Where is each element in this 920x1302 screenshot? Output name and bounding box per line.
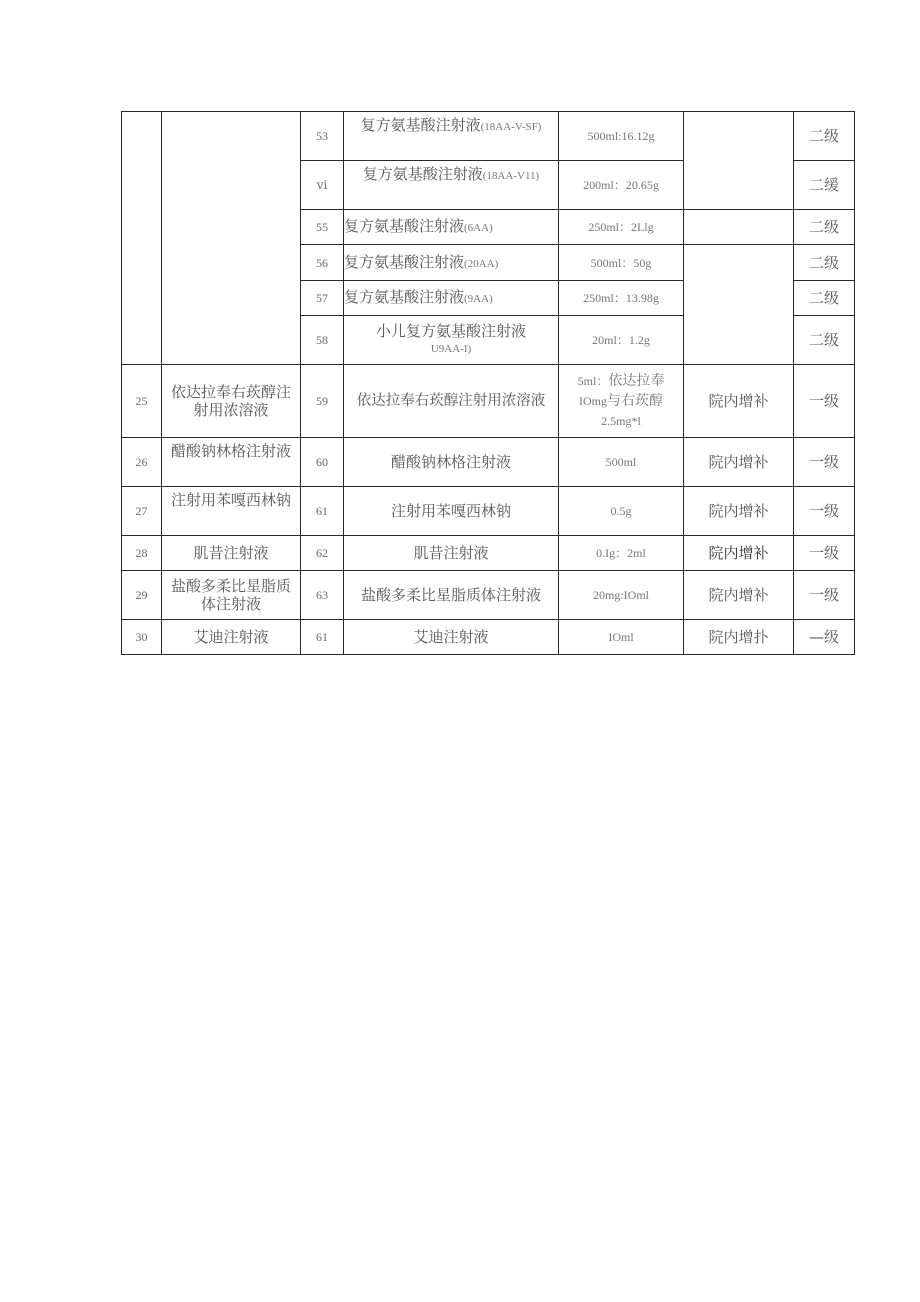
level-cell: —级 <box>794 620 855 655</box>
table-row <box>122 365 855 438</box>
spec-cell: 0.5g <box>559 487 684 536</box>
drug-name-cell: 艾迪注射液 <box>344 620 559 655</box>
drug-name-cell: 依达拉奉右莰醇注射用浓溶液 <box>344 365 559 438</box>
drug-name-cell: 注射用苯嘎西林钠 <box>344 487 559 536</box>
table-row <box>122 620 855 655</box>
category-cell: 院内增补 <box>684 365 794 438</box>
drug-no-cell: 61 <box>301 620 344 655</box>
table-row <box>122 536 855 571</box>
table-row <box>122 487 855 536</box>
drug-no-cell: 53 <box>301 112 344 161</box>
category-cell-empty <box>684 112 794 210</box>
table-row <box>122 571 855 620</box>
level-cell: 二级 <box>794 112 855 161</box>
category-cell: 院内增补 <box>684 438 794 487</box>
seq-cell: 27 <box>122 487 162 536</box>
drug-no-cell: 55 <box>301 210 344 245</box>
drug-name-cell: 复方氨基酸注射液(6AA) <box>344 210 559 245</box>
level-cell: 一级 <box>794 438 855 487</box>
seq-cell: 25 <box>122 365 162 438</box>
generic-name-cell: 盐酸多柔比星脂质体注射液 <box>162 571 301 620</box>
level-cell: 二级 <box>794 245 855 281</box>
level-cell: 二级 <box>794 210 855 245</box>
category-cell: 院内增补 <box>684 536 794 571</box>
seq-cell: 28 <box>122 536 162 571</box>
seq-cell-empty <box>122 112 162 365</box>
generic-name-cell: 艾迪注射液 <box>162 620 301 655</box>
level-cell: 二缓 <box>794 161 855 210</box>
level-cell: 二级 <box>794 281 855 316</box>
spec-cell: IOml <box>559 620 684 655</box>
spec-cell: 200ml：20.65g <box>559 161 684 210</box>
drug-name-cell: 复方氨基酸注射液(9AA) <box>344 281 559 316</box>
spec-cell: 0.Ig：2ml <box>559 536 684 571</box>
generic-name-cell: 注射用苯嘎西林钠 <box>162 487 301 536</box>
drug-name-cell: 复方氨基酸注射液(18AA-V-SF) <box>344 112 559 161</box>
table-row <box>122 112 855 161</box>
generic-name-cell: 依达拉奉右莰醇注射用浓溶液 <box>162 365 301 438</box>
generic-name-cell: 醋酸钠林格注射液 <box>162 438 301 487</box>
seq-cell: 26 <box>122 438 162 487</box>
level-cell: 一级 <box>794 536 855 571</box>
spec-cell: 20ml：1.2g <box>559 316 684 365</box>
spec-cell: 250ml：2Llg <box>559 210 684 245</box>
drug-no-cell: 59 <box>301 365 344 438</box>
generic-cell-empty <box>162 112 301 365</box>
spec-cell: 5ml：依达拉奉 IOmg与右莰醇 2.5mg*l <box>559 365 684 438</box>
drug-name-cell: 醋酸钠林格注射液 <box>344 438 559 487</box>
table-row <box>122 438 855 487</box>
drug-name-cell: 复方氨基酸注射液(18AA-V11) <box>344 161 559 210</box>
level-cell: 一级 <box>794 365 855 438</box>
spec-cell: 20mg:IOml <box>559 571 684 620</box>
level-cell: 一级 <box>794 571 855 620</box>
drug-name-cell: 肌昔注射液 <box>344 536 559 571</box>
drug-no-cell: ⅵ <box>301 161 344 210</box>
drug-name-suffix: U9AA-I) <box>430 343 472 355</box>
drug-no-cell: 62 <box>301 536 344 571</box>
category-cell: 院内增扑 <box>684 620 794 655</box>
drug-no-cell: 58 <box>301 316 344 365</box>
drug-catalog-table <box>121 111 855 655</box>
category-cell: 院内增补 <box>684 487 794 536</box>
drug-name-cell <box>344 316 559 365</box>
spec-cell: 500ml <box>559 438 684 487</box>
drug-no-cell: 57 <box>301 281 344 316</box>
level-cell: 一级 <box>794 487 855 536</box>
drug-name-text: 小儿复方氨基酸注射液 <box>375 322 526 340</box>
level-cell: 二级 <box>794 316 855 365</box>
category-cell: 院内增补 <box>684 571 794 620</box>
category-cell-empty <box>684 245 794 365</box>
drug-no-cell: 56 <box>301 245 344 281</box>
spec-cell: 500ml：50g <box>559 245 684 281</box>
seq-cell: 29 <box>122 571 162 620</box>
spec-cell: 250ml：13.98g <box>559 281 684 316</box>
drug-name-cell: 复方氨基酸注射液(20AA) <box>344 245 559 281</box>
drug-name-cell: 盐酸多柔比星脂质体注射液 <box>344 571 559 620</box>
drug-no-cell: 63 <box>301 571 344 620</box>
generic-name-cell: 肌昔注射液 <box>162 536 301 571</box>
drug-no-cell: 60 <box>301 438 344 487</box>
spec-cell: 500ml:16.12g <box>559 112 684 161</box>
seq-cell: 30 <box>122 620 162 655</box>
category-cell-empty <box>684 210 794 245</box>
drug-no-cell: 61 <box>301 487 344 536</box>
